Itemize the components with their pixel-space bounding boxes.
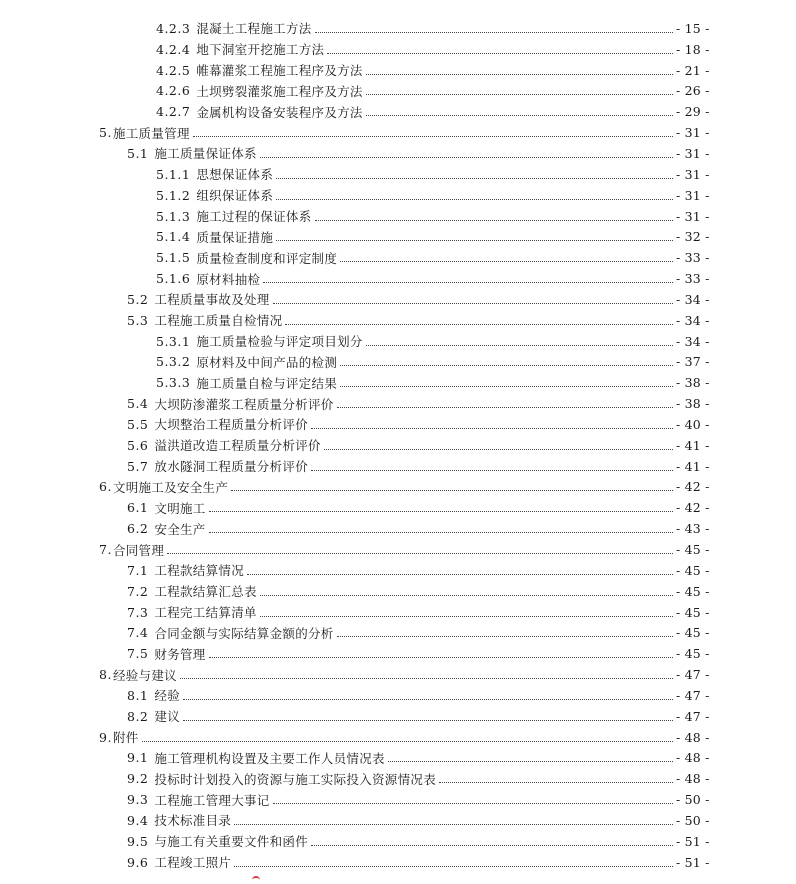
toc-dot-leader [324, 437, 673, 450]
toc-entry-page: - 21 - [676, 62, 710, 78]
toc-entry-number: 5.2 [127, 291, 149, 307]
toc-entry-page: - 48 - [676, 771, 710, 787]
toc-entry-number: 5.1.2 [156, 187, 191, 203]
toc-entry[interactable] [0, 622, 796, 643]
toc-entry[interactable] [0, 477, 796, 498]
toc-entry-number: 4.2.5 [156, 62, 191, 78]
toc-dot-leader [337, 624, 673, 637]
toc-entry-page: - 41 - [676, 458, 710, 474]
toc-entry[interactable] [0, 331, 796, 352]
toc-entry-title: 财务管理 [154, 646, 206, 662]
toc-entry-page: - 45 - [676, 604, 710, 620]
toc-entry[interactable] [0, 789, 796, 810]
toc-dot-leader [388, 749, 673, 762]
toc-entry-title: 技术标准目录 [154, 813, 232, 829]
red-annotation-mark [252, 876, 260, 884]
toc-entry-title: 溢洪道改造工程质量分析评价 [154, 438, 321, 454]
toc-entry-title: 建议 [154, 709, 180, 725]
toc-entry-number: 9. [99, 729, 112, 745]
toc-entry-page: - 42 - [676, 479, 710, 495]
toc-entry-page: - 42 - [676, 500, 710, 516]
toc-entry-title: 工程款结算汇总表 [154, 584, 257, 600]
toc-entry-title: 合同管理 [112, 542, 165, 558]
toc-entry[interactable] [0, 497, 796, 518]
toc-entry-page: - 47 - [676, 708, 710, 724]
toc-entry[interactable] [0, 768, 796, 789]
toc-entry[interactable] [0, 268, 796, 289]
toc-entry[interactable] [0, 164, 796, 185]
toc-entry-number: 7.3 [127, 604, 149, 620]
toc-entry[interactable] [0, 60, 796, 81]
toc-dot-leader [183, 687, 673, 700]
toc-entry[interactable] [0, 414, 796, 435]
toc-entry[interactable] [0, 143, 796, 164]
toc-dot-leader [193, 124, 673, 137]
toc-dot-leader [260, 145, 673, 158]
toc-entry-page: - 41 - [676, 437, 710, 453]
toc-dot-leader [180, 666, 673, 679]
toc-entry[interactable] [0, 122, 796, 143]
toc-entry[interactable] [0, 831, 796, 852]
toc-entry[interactable] [0, 206, 796, 227]
toc-dot-leader [340, 374, 673, 387]
toc-dot-leader [276, 166, 673, 179]
toc-entry-title: 施工质量检验与评定项目划分 [196, 334, 363, 350]
toc-entry[interactable] [0, 372, 796, 393]
toc-entry[interactable] [0, 101, 796, 122]
toc-entry-page: - 50 - [676, 812, 710, 828]
table-of-contents [0, 18, 796, 873]
toc-dot-leader [366, 82, 673, 95]
toc-entry-page: - 18 - [676, 41, 710, 57]
toc-entry[interactable] [0, 581, 796, 602]
toc-entry-page: - 51 - [676, 833, 710, 849]
toc-entry[interactable] [0, 748, 796, 769]
toc-entry-number: 9.5 [127, 833, 149, 849]
toc-entry[interactable] [0, 664, 796, 685]
toc-entry-number: 6.2 [127, 521, 149, 537]
toc-dot-leader [209, 520, 673, 533]
toc-entry-title: 文明施工及安全生产 [112, 479, 229, 495]
toc-entry-title: 帷幕灌浆工程施工程序及方法 [196, 63, 363, 79]
toc-dot-leader [315, 208, 673, 221]
toc-entry-number: 5.3.2 [156, 354, 191, 370]
toc-entry-title: 工程完工结算清单 [154, 605, 257, 621]
toc-dot-leader [311, 458, 673, 471]
toc-entry-page: - 48 - [676, 750, 710, 766]
toc-dot-leader [311, 833, 673, 846]
toc-entry-page: - 40 - [676, 416, 710, 432]
toc-dot-leader [340, 249, 673, 262]
toc-entry-title: 工程竣工照片 [154, 855, 232, 871]
toc-entry[interactable] [0, 185, 796, 206]
toc-entry[interactable] [0, 810, 796, 831]
toc-entry-title: 大坝整治工程质量分析评价 [154, 417, 308, 433]
toc-entry[interactable] [0, 560, 796, 581]
toc-entry-number: 8. [99, 667, 112, 683]
toc-entry-title: 混凝土工程施工方法 [196, 21, 312, 37]
toc-entry-page: - 47 - [676, 687, 710, 703]
toc-dot-leader [234, 854, 673, 867]
toc-entry[interactable] [0, 247, 796, 268]
toc-dot-leader [231, 478, 673, 491]
toc-entry-title: 地下洞室开挖施工方法 [196, 42, 325, 58]
toc-entry[interactable] [0, 852, 796, 873]
toc-dot-leader [167, 541, 673, 554]
toc-entry-number: 8.2 [127, 708, 149, 724]
toc-entry-title: 投标时计划投入的资源与施工实际投入资源情况表 [154, 771, 436, 787]
toc-entry-number: 5.3 [127, 312, 149, 328]
toc-dot-leader [337, 395, 673, 408]
toc-dot-leader [276, 187, 673, 200]
toc-entry-page: - 38 - [676, 396, 710, 412]
toc-entry[interactable] [0, 18, 796, 39]
toc-entry-number: 5.1.1 [156, 166, 191, 182]
toc-dot-leader [209, 645, 673, 658]
toc-entry-title: 土坝劈裂灌浆施工程序及方法 [196, 83, 363, 99]
toc-dot-leader [234, 812, 673, 825]
toc-dot-leader [209, 499, 673, 512]
toc-entry-title: 施工质量管理 [112, 125, 190, 141]
toc-entry[interactable] [0, 435, 796, 456]
toc-entry-title: 工程款结算情况 [154, 563, 244, 579]
toc-entry-page: - 45 - [676, 562, 710, 578]
toc-entry-page: - 31 - [676, 208, 710, 224]
toc-entry-title: 组织保证体系 [196, 188, 274, 204]
toc-dot-leader [273, 291, 673, 304]
toc-entry-number: 5.7 [127, 458, 149, 474]
toc-entry-number: 6.1 [127, 500, 149, 516]
toc-entry-number: 5.4 [127, 396, 149, 412]
toc-entry-number: 5.3.3 [156, 375, 191, 391]
toc-entry-title: 工程施工管理大事记 [154, 792, 270, 808]
toc-entry-page: - 45 - [676, 583, 710, 599]
toc-entry[interactable] [0, 39, 796, 60]
toc-dot-leader [327, 41, 673, 54]
toc-dot-leader [366, 333, 673, 346]
toc-entry[interactable] [0, 81, 796, 102]
toc-entry-number: 4.2.4 [156, 41, 191, 57]
toc-entry-title: 施工过程的保证体系 [196, 209, 312, 225]
toc-dot-leader [366, 62, 673, 75]
toc-entry-number: 8.1 [127, 687, 149, 703]
toc-dot-leader [285, 312, 673, 325]
toc-entry-title: 附件 [112, 730, 139, 746]
toc-entry-page: - 31 - [676, 166, 710, 182]
toc-dot-leader [263, 270, 673, 283]
toc-entry-title: 合同金额与实际结算金额的分析 [154, 625, 334, 641]
toc-entry-number: 5.1.4 [156, 229, 191, 245]
toc-entry[interactable] [0, 393, 796, 414]
toc-entry[interactable] [0, 456, 796, 477]
toc-entry-title: 放水隧洞工程质量分析评价 [154, 459, 308, 475]
toc-dot-leader [247, 562, 673, 575]
toc-dot-leader [439, 770, 673, 783]
toc-entry[interactable] [0, 727, 796, 748]
toc-dot-leader [311, 416, 673, 429]
toc-dot-leader [142, 729, 673, 742]
toc-entry-number: 4.2.7 [156, 104, 191, 120]
toc-dot-leader [260, 583, 673, 596]
toc-entry-title: 施工质量自检与评定结果 [196, 375, 338, 391]
toc-entry[interactable] [0, 226, 796, 247]
toc-entry-number: 7.4 [127, 625, 149, 641]
toc-entry-page: - 32 - [676, 229, 710, 245]
toc-entry-page: - 33 - [676, 250, 710, 266]
toc-entry-title: 质量检查制度和评定制度 [196, 250, 338, 266]
toc-entry-page: - 38 - [676, 375, 710, 391]
toc-entry-page: - 43 - [676, 521, 710, 537]
toc-entry-page: - 31 - [676, 187, 710, 203]
toc-entry-title: 大坝防渗灌浆工程质量分析评价 [154, 396, 334, 412]
toc-entry-page: - 34 - [676, 312, 710, 328]
toc-entry[interactable] [0, 518, 796, 539]
toc-entry-page: - 31 - [676, 145, 710, 161]
toc-entry-page: - 34 - [676, 291, 710, 307]
toc-entry-page: - 50 - [676, 792, 710, 808]
toc-entry-page: - 31 - [676, 125, 710, 141]
toc-entry-number: 9.4 [127, 812, 149, 828]
toc-entry-page: - 47 - [676, 667, 710, 683]
toc-entry-title: 施工管理机构设置及主要工作人员情况表 [154, 750, 385, 766]
toc-entry-page: - 34 - [676, 333, 710, 349]
toc-entry-title: 原材料及中间产品的检测 [196, 354, 338, 370]
toc-entry-number: 9.1 [127, 750, 149, 766]
toc-entry-number: 5.6 [127, 437, 149, 453]
toc-dot-leader [340, 353, 673, 366]
toc-entry-number: 5.1.6 [156, 271, 191, 287]
toc-entry[interactable] [0, 289, 796, 310]
toc-entry[interactable] [0, 706, 796, 727]
toc-entry-title: 文明施工 [154, 500, 206, 516]
toc-entry-number: 9.3 [127, 792, 149, 808]
toc-entry-number: 5.3.1 [156, 333, 191, 349]
toc-entry-number: 5.1 [127, 145, 149, 161]
toc-entry-number: 9.6 [127, 854, 149, 870]
toc-entry[interactable] [0, 539, 796, 560]
toc-entry-title: 金属机构设备安装程序及方法 [196, 104, 363, 120]
toc-dot-leader [315, 20, 673, 33]
toc-entry-page: - 51 - [676, 854, 710, 870]
toc-entry[interactable] [0, 685, 796, 706]
toc-entry-number: 6. [99, 479, 112, 495]
toc-entry-page: - 45 - [676, 625, 710, 641]
toc-entry-title: 安全生产 [154, 521, 206, 537]
toc-dot-leader [366, 103, 673, 116]
toc-entry-page: - 15 - [676, 20, 710, 36]
toc-dot-leader [273, 791, 673, 804]
toc-entry-number: 5.5 [127, 416, 149, 432]
toc-entry-title: 工程质量事故及处理 [154, 292, 270, 308]
toc-entry-number: 9.2 [127, 771, 149, 787]
toc-entry-number: 5.1.5 [156, 250, 191, 266]
toc-dot-leader [260, 604, 673, 617]
toc-entry-page: - 33 - [676, 271, 710, 287]
toc-entry-number: 4.2.3 [156, 20, 191, 36]
toc-entry-title: 经验 [154, 688, 180, 704]
toc-entry-title: 质量保证措施 [196, 229, 274, 245]
toc-entry-number: 7.2 [127, 583, 149, 599]
toc-entry-page: - 26 - [676, 83, 710, 99]
toc-entry-number: 5. [99, 125, 112, 141]
toc-entry-number: 7.5 [127, 646, 149, 662]
toc-entry-number: 4.2.6 [156, 83, 191, 99]
toc-entry-title: 与施工有关重要文件和函件 [154, 834, 308, 850]
toc-entry-number: 7. [99, 542, 112, 558]
toc-entry[interactable] [0, 352, 796, 373]
toc-entry[interactable] [0, 602, 796, 623]
toc-entry-title: 施工质量保证体系 [154, 146, 257, 162]
toc-entry-page: - 48 - [676, 729, 710, 745]
toc-entry-page: - 45 - [676, 542, 710, 558]
toc-entry-title: 原材料抽检 [196, 271, 261, 287]
toc-entry-page: - 45 - [676, 646, 710, 662]
toc-entry-title: 工程施工质量自检情况 [154, 313, 283, 329]
toc-entry-page: - 37 - [676, 354, 710, 370]
toc-entry-number: 5.1.3 [156, 208, 191, 224]
toc-entry[interactable] [0, 310, 796, 331]
toc-entry-number: 7.1 [127, 562, 149, 578]
toc-dot-leader [183, 708, 673, 721]
toc-entry-page: - 29 - [676, 104, 710, 120]
toc-entry-title: 经验与建议 [112, 667, 177, 683]
toc-entry[interactable] [0, 643, 796, 664]
toc-entry-title: 思想保证体系 [196, 167, 274, 183]
toc-dot-leader [276, 228, 673, 241]
